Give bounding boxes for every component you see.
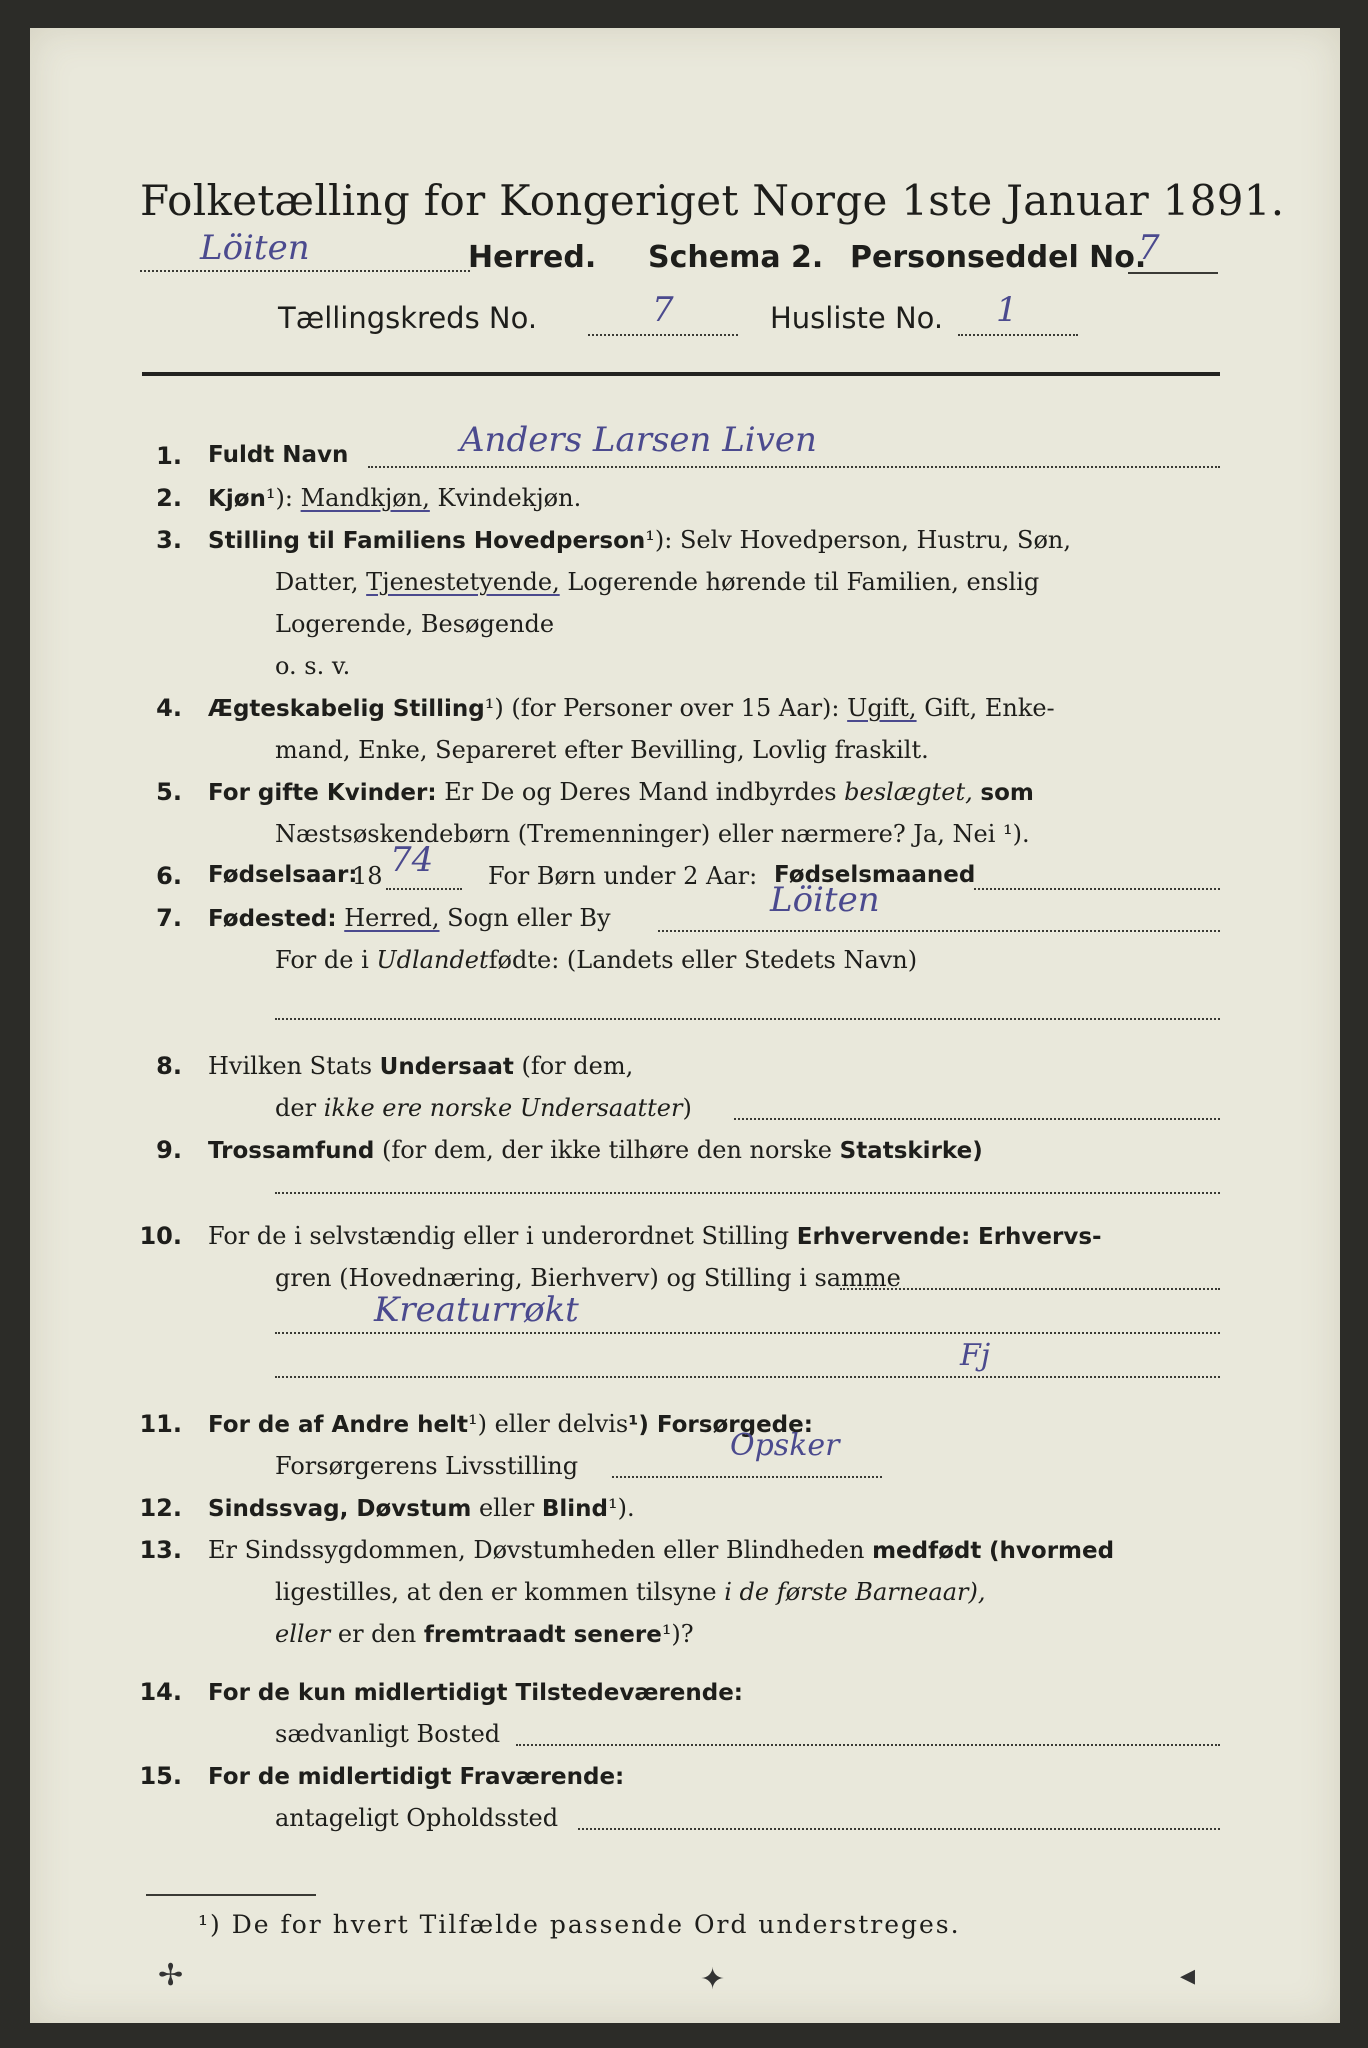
item-14-dotline [516,1744,1220,1746]
item-8-line-2 [275,1094,692,1122]
item-5-line-2: Næstsøskendebørn (Tremenninger) eller nærmere? Ja, Nei ¹). [275,820,1030,848]
item-12-line [208,1494,635,1522]
item-4-line-1 [208,694,1055,722]
kreds-value: 7 [652,290,674,330]
item-5-label: For gifte Kvinder: [208,780,437,806]
item-6-mid: For Børn under 2 Aar: [488,862,758,890]
item-13-text-3b: er den [337,1620,417,1648]
item-15-line-1 [208,1762,624,1790]
personseddel-line [1128,272,1218,274]
item-6-label-2: Fødselsmaaned [774,862,976,888]
item-2-label: Kjøn [208,486,266,512]
item-13-text-3d: ¹)? [661,1620,694,1648]
occupation-value: Kreaturrøkt [374,1290,579,1330]
item-5-text-1a: Er De og Deres Mand indbyrdes [444,778,837,806]
item-14-line-1 [208,1678,743,1706]
binding-mark-center: ✦ [700,1962,726,1997]
item-13-text-1b: medfødt [872,1538,982,1564]
item-3-text-2a: Datter, [275,568,359,596]
item-10-text-1b: Erhvervende: [796,1224,971,1250]
item-2-opt-female: Kvindekjøn. [437,484,582,512]
item-15-dotline [578,1828,1220,1830]
item-1-dotline [368,466,1220,468]
item-15-text-1b: midlertidigt Fraværende: [297,1764,625,1790]
item-9-end: Statskirke) [839,1138,983,1164]
item-2-line [208,484,581,512]
item-7-line-1 [208,904,611,932]
item-7-dotline-2 [275,1018,1220,1020]
item-13-line-3 [275,1620,694,1648]
item-12-number: 12. [139,1494,182,1522]
item-9-text: (for dem, der ikke tilhøre den norske [382,1136,832,1164]
item-6-year-prefix: 18 [352,862,383,890]
item-14-number: 14. [139,1678,182,1706]
item-15-text-1a: For de [208,1764,290,1790]
item-12-mid: eller [478,1494,535,1522]
full-name-value: Anders Larsen Liven [460,420,817,460]
item-6-label: Fødselsaar: [208,862,358,888]
item-13-number: 13. [139,1536,182,1564]
provider-value: Opsker [730,1428,840,1463]
item-4-line-2: mand, Enke, Separeret efter Bevilling, Lovlig fraskilt. [275,736,929,764]
item-11-dotline [612,1476,882,1478]
item-13-text-1a: Er Sindssygdommen, Døvstumheden eller Blindheden [208,1536,865,1564]
personseddel-value: 7 [1138,228,1160,268]
item-9-dotline [275,1192,1220,1194]
item-13-line-2 [275,1578,985,1606]
item-9-label: Trossamfund [208,1138,375,1164]
item-3-line-3: Logerende, Besøgende [275,610,555,638]
item-13-text-2b: i de første Barneaar), [724,1578,986,1606]
item-11-line-1 [208,1410,813,1438]
item-7-text-rest: Sogn eller By [447,904,611,932]
item-3-line-2 [275,568,1039,596]
item-5-line-1 [208,778,1034,806]
item-12-label-2: Blind [541,1496,608,1522]
header-rule [142,372,1220,376]
item-9-line-1 [208,1136,983,1164]
item-4-number: 4. [156,694,182,722]
footnote-rule [146,1894,316,1896]
item-7-text-2b: Udlandet [376,946,489,974]
item-4-text-1a: ¹) (for Personer over 15 Aar): [484,694,840,722]
item-3-label: Stilling til Familiens Hovedperson [208,528,646,554]
item-14-text-1a: For de kun [208,1680,347,1706]
item-8-dotline [734,1118,1220,1120]
birth-year-value: 74 [390,840,434,880]
item-15-number: 15. [139,1762,182,1790]
item-8-text-2b: ikke ere norske Undersaatter [323,1094,683,1122]
item-13-text-2a: ligestilles, at den er kommen tilsyne [275,1578,717,1606]
kreds-label: Tællingskreds No. [278,301,538,335]
item-10-line-1 [208,1222,1102,1250]
item-3-text-1: ¹): Selv Hovedperson, Hustru, Søn, [645,526,1072,554]
item-7-number: 7. [156,904,182,932]
item-11-number: 11. [139,1410,182,1438]
herred-value: Löiten [200,228,310,268]
binding-mark-left: ✢ [158,1958,184,1993]
item-5-text-1c: som [980,780,1034,806]
item-13-text-3c: fremtraadt senere [423,1622,662,1648]
item-13-text-3a: eller [275,1620,331,1648]
husliste-dotline [958,334,1078,336]
item-7-opt-herred: Herred, [344,904,440,932]
husliste-value: 1 [996,290,1018,330]
item-12-end: ¹). [607,1494,635,1522]
item-7-text-2c: fødte: (Landets eller Stedets Navn) [488,946,918,974]
item-1-label: Fuldt Navn [208,442,349,468]
item-4-opt-unmarried: Ugift, [847,694,917,722]
item-11-text-1b: ¹) eller delvis [467,1410,629,1438]
husliste-label: Husliste No. [770,301,944,335]
item-8-label: Hvilken Stats [208,1052,373,1080]
item-7-dotline [658,930,1220,932]
binding-mark-right: ◂ [1180,1958,1196,1993]
item-8-text-1c: (for dem, [521,1052,634,1080]
footnote: ¹) De for hvert Tilfælde passende Ord understreges. [198,1910,961,1939]
item-10-number: 10. [139,1222,182,1250]
item-1-number: 1. [156,442,182,470]
item-7-text-2a: For de i [275,946,369,974]
item-3-text-2c: Logerende hørende til Familien, enslig [567,568,1040,596]
herred-dotline [140,270,470,272]
item-11-line-2: Forsørgerens Livsstilling [275,1452,579,1480]
item-11-text-1a: For de af Andre helt [208,1412,468,1438]
form-title: Folketælling for Kongeriget Norge 1ste Januar 1891. [140,176,1285,225]
item-6-year-dotline [386,888,462,890]
item-15-line-2: antageligt Opholdssted [275,1804,559,1832]
item-11-text-1c: ¹) Forsørgede: [628,1412,813,1438]
item-3-number: 3. [156,526,182,554]
item-3-opt-servant: Tjenestetyende, [366,568,560,596]
item-10-dotline-1 [840,1288,1220,1290]
item-4-label: Ægteskabelig Stilling [208,696,485,722]
item-7-label: Fødested: [208,906,337,932]
item-2-opt-male: Mandkjøn, [300,484,430,512]
item-6-month-dotline [974,888,1220,890]
item-10-line-2: gren (Hovednæring, Bierhverv) og Stilling i samme [275,1264,901,1292]
item-13-text-1c: (hvormed [989,1538,1115,1564]
item-9-number: 9. [156,1136,182,1164]
item-10-text-1c: Erhvervs- [977,1224,1102,1250]
item-2-number: 2. [156,484,182,512]
item-2-sup: ¹): [265,484,293,512]
item-8-text-2a: der [275,1094,317,1122]
item-5-text-1b: beslægtet, [844,778,973,806]
item-14-text-1b: midlertidigt Tilstedeværende: [353,1680,743,1706]
item-10-text-1a: For de i selvstændig eller i underordnet Stilling [208,1222,790,1250]
herred-label: Herred. [468,240,597,275]
item-7-line-2 [275,946,917,974]
census-form [30,28,1340,2023]
item-13-line-1 [208,1536,1114,1564]
schema-label: Schema 2. [648,240,824,275]
item-8-number: 8. [156,1052,182,1080]
personseddel-label: Personseddel No. [850,240,1147,275]
item-5-number: 5. [156,778,182,806]
item-10-dotline-2 [275,1332,1220,1334]
item-8-line-1 [208,1052,633,1080]
item-6-number: 6. [156,862,182,890]
item-8-text-2c: ) [682,1094,692,1122]
item-14-line-2: sædvanligt Bosted [275,1720,501,1748]
birthplace-value: Löiten [770,880,880,920]
item-3-line-4: o. s. v. [275,652,351,680]
item-10-dotline-3 [275,1376,1220,1378]
item-8-label-bold: Undersaat [379,1054,514,1080]
item-4-text-1c: Gift, Enke- [924,694,1055,722]
item-12-label: Sindssvag, Døvstum [208,1496,472,1522]
item-3-line-1 [208,526,1071,554]
item-10-mark: Fj [960,1338,991,1373]
kreds-dotline [588,334,738,336]
